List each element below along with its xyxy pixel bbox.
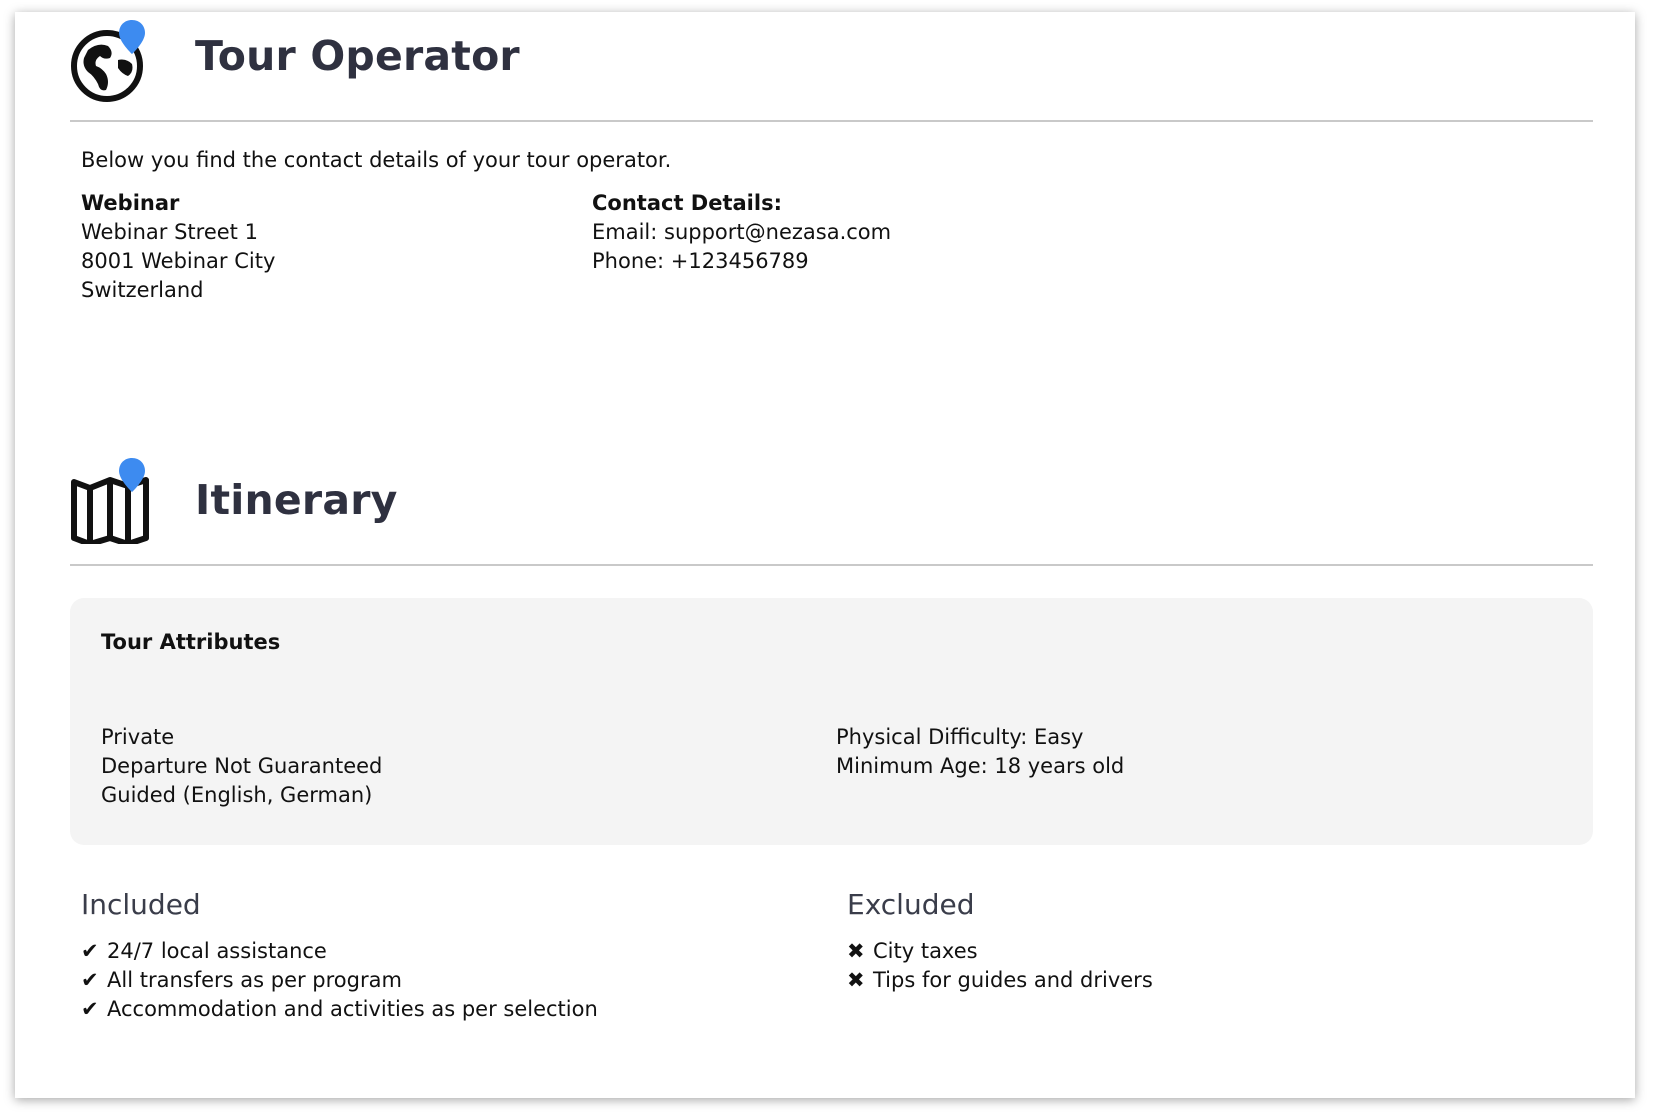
cross-icon: ✖ bbox=[847, 939, 865, 963]
globe-pin-icon bbox=[70, 16, 152, 102]
tour-attributes-heading: Tour Attributes bbox=[101, 630, 281, 654]
check-icon: ✔ bbox=[81, 997, 99, 1021]
included-item: ✔ Accommodation and activities as per selection bbox=[81, 995, 598, 1024]
document-page bbox=[15, 12, 1635, 1098]
company-street: Webinar Street 1 bbox=[81, 220, 258, 244]
map-pin-icon bbox=[70, 458, 152, 544]
itinerary-title: Itinerary bbox=[195, 476, 398, 524]
included-item: ✔ All transfers as per program bbox=[81, 966, 402, 995]
attribute-right: Minimum Age: 18 years old bbox=[836, 754, 1125, 778]
included-title: Included bbox=[81, 888, 201, 921]
check-icon: ✔ bbox=[81, 939, 99, 963]
attribute-right: Physical Difficulty: Easy bbox=[836, 725, 1084, 749]
company-city: 8001 Webinar City bbox=[81, 249, 276, 273]
contact-phone[interactable]: Phone: +123456789 bbox=[592, 249, 809, 273]
tour-attributes-box bbox=[70, 598, 1593, 845]
contact-email[interactable]: Email: support@nezasa.com bbox=[592, 220, 892, 244]
included-item: ✔ 24/7 local assistance bbox=[81, 937, 327, 966]
excluded-item: ✖ City taxes bbox=[847, 937, 978, 966]
intro-text: Below you find the contact details of your tour operator. bbox=[81, 148, 672, 172]
company-country: Switzerland bbox=[81, 278, 204, 302]
tour-operator-title: Tour Operator bbox=[195, 32, 520, 80]
excluded-title: Excluded bbox=[847, 888, 975, 921]
attribute-left: Guided (English, German) bbox=[101, 783, 373, 807]
itinerary-header bbox=[70, 458, 1593, 566]
check-icon: ✔ bbox=[81, 968, 99, 992]
cross-icon: ✖ bbox=[847, 968, 865, 992]
attribute-left: Departure Not Guaranteed bbox=[101, 754, 383, 778]
tour-operator-header bbox=[70, 12, 1593, 122]
contact-heading: Contact Details: bbox=[592, 191, 782, 215]
company-name: Webinar bbox=[81, 191, 180, 215]
attribute-left: Private bbox=[101, 725, 175, 749]
excluded-item: ✖ Tips for guides and drivers bbox=[847, 966, 1153, 995]
